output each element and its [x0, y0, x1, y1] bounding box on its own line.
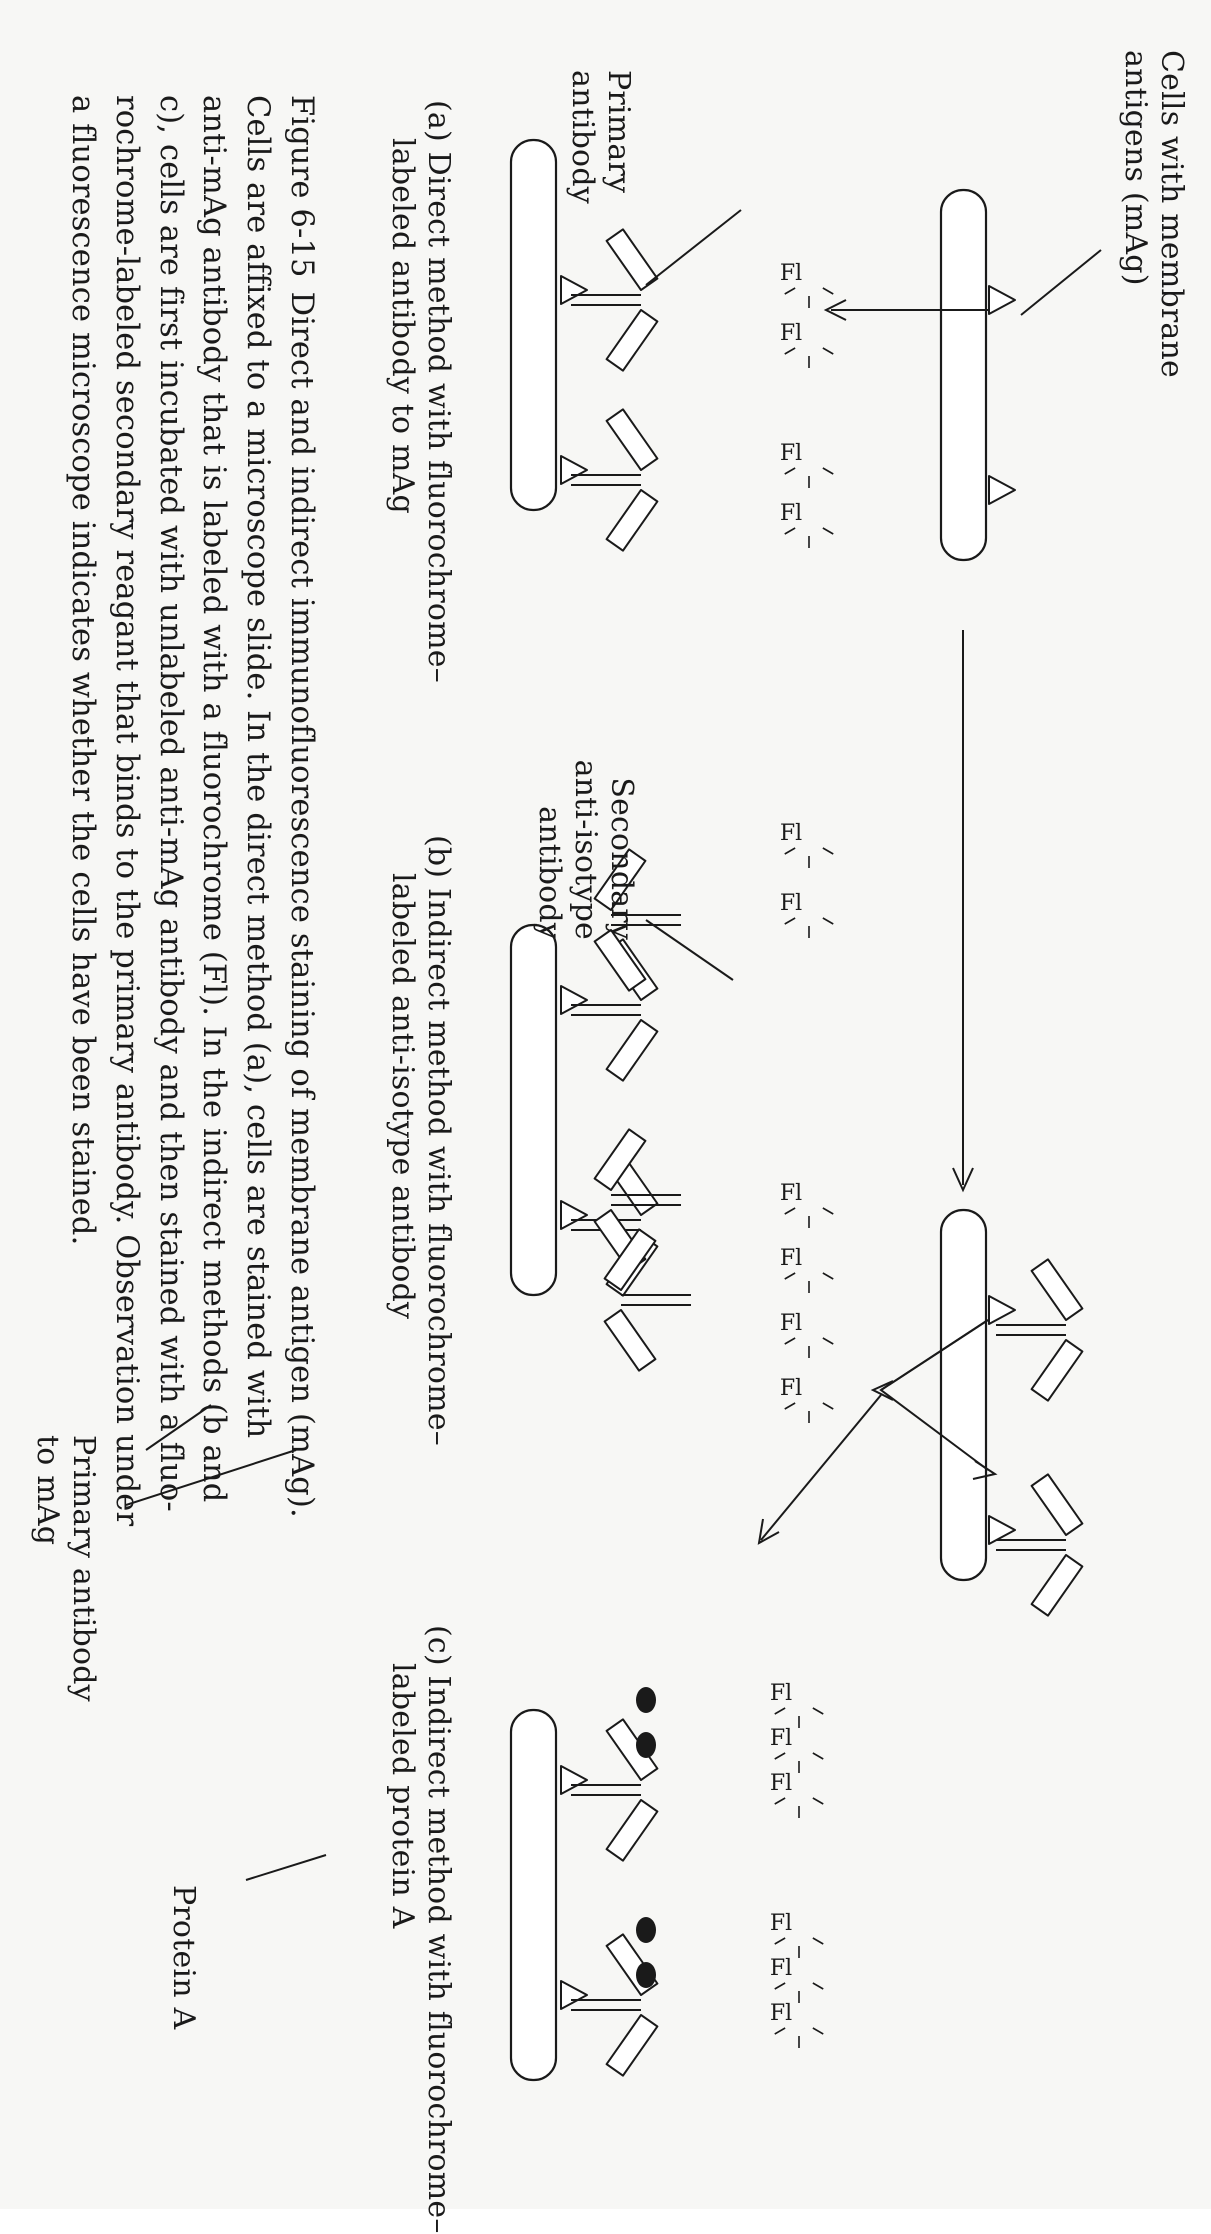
svg-text:Fl: Fl	[779, 1246, 803, 1271]
slide-panel-c	[511, 1710, 556, 2080]
svg-text:Fl: Fl	[779, 1181, 803, 1206]
svg-text:Fl: Fl	[779, 1311, 803, 1336]
protein-a-dot	[636, 1962, 656, 1988]
svg-text:Fl: Fl	[779, 321, 803, 346]
fluorochrome-label	[770, 1956, 823, 2003]
caption-line-6: a fluorescence microscope indicates whether the cells have been stained.	[65, 95, 101, 1246]
svg-text:Fl: Fl	[769, 1911, 793, 1936]
fluorochrome-label	[770, 1681, 823, 1728]
slide-panel-b	[511, 925, 556, 1295]
protein-a-dot	[636, 1687, 656, 1713]
label-primary-antibody-a: Primary antibody	[565, 70, 636, 204]
caption-line-3: anti-mAg antibody that is labeled with a fluorochrome (Fl). In the indirect methods (b and	[196, 95, 232, 1503]
label-primary-antibody-top: Primary antibody to mAg	[30, 1435, 101, 1702]
primary-antibody	[996, 1474, 1082, 1615]
svg-text:Fl: Fl	[779, 501, 803, 526]
antibodies	[571, 229, 1082, 2075]
fluorochrome-label	[770, 1726, 823, 1773]
svg-text:Fl: Fl	[779, 821, 803, 846]
svg-text:Fl: Fl	[769, 1681, 793, 1706]
fluorochrome-label	[780, 261, 833, 308]
antigen-triangle	[989, 286, 1015, 314]
fluorochrome-label	[770, 1911, 823, 1958]
fluorochrome-label	[780, 821, 833, 868]
panel-c-title: (c) Indirect method with fluorochrome– labeled protein A	[385, 1625, 456, 2234]
caption-line-4: c), cells are first incubated with unlabeled anti-mAg antibody and then stained with a fluo-	[152, 95, 188, 1512]
antigen-triangle	[989, 476, 1015, 504]
primary-antibody	[996, 1259, 1082, 1400]
slide-panel-a	[511, 140, 556, 510]
fluorochrome-label	[780, 891, 833, 938]
figure-number: Figure 6-15	[284, 95, 319, 278]
fluorochrome-label	[770, 1771, 823, 1818]
caption-line-2: Cells are affixed to a microscope slide. In the direct method (a), cells are stained with	[240, 95, 276, 1439]
antigen-triangle	[561, 456, 587, 484]
antigen-triangle	[561, 1981, 587, 2009]
caption-line-5: rochrome-labeled secondary reagant that binds to the primary antibody. Observation under	[108, 95, 144, 1527]
label-protein-a: Protein A	[166, 1885, 201, 2030]
protein-a-dot	[636, 1917, 656, 1943]
antigen-triangle	[989, 1296, 1015, 1324]
fluorochrome-label	[780, 501, 833, 548]
fluorochrome-label	[780, 1181, 833, 1228]
fluorochrome-label	[770, 2001, 823, 2048]
primary-antibody	[571, 1934, 657, 2075]
antigen-triangle	[561, 986, 587, 1014]
slide-top-right	[941, 1210, 986, 1580]
svg-text:Fl: Fl	[769, 1771, 793, 1796]
antigen-triangle	[561, 1201, 587, 1229]
label-secondary-antibody: Secondary anti-isotype antibody	[532, 759, 639, 940]
fluorochrome-label	[780, 441, 833, 488]
labeled-primary-antibody	[571, 409, 657, 550]
labeled-primary-antibody	[571, 229, 657, 370]
slide-top-left	[941, 190, 986, 560]
svg-text:Fl: Fl	[779, 441, 803, 466]
panel-b-title: (b) Indirect method with fluorochrome– labeled anti-isotype antibody	[385, 835, 456, 1446]
antigen-triangle	[561, 276, 587, 304]
svg-text:Fl: Fl	[779, 1376, 803, 1401]
panel-a-title: (a) Direct method with fluorochrome– labeled antibody to mAg	[385, 100, 456, 683]
svg-text:Fl: Fl	[769, 2001, 793, 2026]
slides	[511, 140, 986, 2080]
fluorochrome-label	[780, 1311, 833, 1358]
svg-text:Fl: Fl	[779, 261, 803, 286]
protein-a-dot	[636, 1732, 656, 1758]
svg-text:Fl: Fl	[779, 891, 803, 916]
caption-line-1: Direct and indirect immunofluorescence staining of membrane antigen (mAg).	[284, 291, 319, 1518]
antigen-triangle	[561, 1766, 587, 1794]
fluorochrome-label	[780, 1246, 833, 1293]
svg-text:Fl: Fl	[769, 1956, 793, 1981]
fluorochrome-label	[780, 1376, 833, 1423]
fluorochrome-label	[780, 321, 833, 368]
figure-caption	[60, 95, 323, 1805]
label-cells-with-antigens: Cells with membrane antigens (mAg)	[1118, 50, 1189, 378]
svg-text:Fl: Fl	[769, 1726, 793, 1751]
